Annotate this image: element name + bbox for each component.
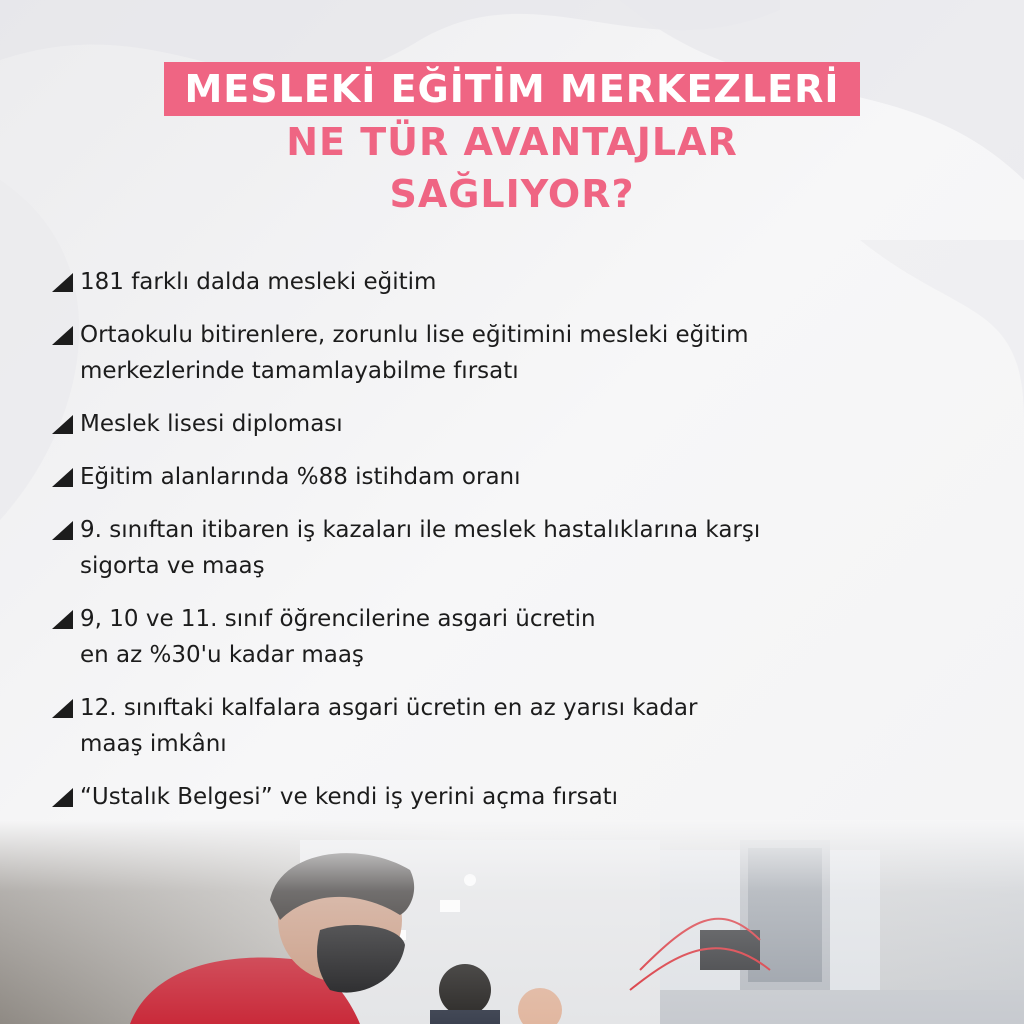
list-item-line-1: 12. sınıftaki kalfalara asgari ücretin en az yarısı kadar xyxy=(80,695,698,721)
list-item-line-1: Ortaokulu bitirenlere, zorunlu lise eğitimini mesleki eğitim xyxy=(80,322,749,348)
workshop-photo xyxy=(0,820,1024,1024)
list-item xyxy=(52,317,952,389)
triangle-bullet-icon xyxy=(52,521,73,540)
list-item xyxy=(52,406,952,442)
title-line-3: SAĞLIYOR? xyxy=(389,172,635,216)
list-item-line-1: 181 farklı dalda mesleki eğitim xyxy=(80,269,437,295)
list-item xyxy=(52,512,952,584)
triangle-bullet-icon xyxy=(52,468,73,487)
list-item xyxy=(52,601,952,673)
triangle-bullet-icon xyxy=(52,610,73,629)
title-line-2: NE TÜR AVANTAJLAR xyxy=(286,120,738,164)
list-item-line-1: 9, 10 ve 11. sınıf öğrencilerine asgari ücretin xyxy=(80,606,596,632)
title-block xyxy=(0,62,1024,220)
triangle-bullet-icon xyxy=(52,699,73,718)
list-item xyxy=(52,459,952,495)
list-item-line-1: Eğitim alanlarında %88 istihdam oranı xyxy=(80,464,521,490)
triangle-bullet-icon xyxy=(52,273,73,292)
triangle-bullet-icon xyxy=(52,788,73,807)
list-item-line-1: 9. sınıftan itibaren iş kazaları ile meslek hastalıklarına karşı xyxy=(80,517,761,543)
benefits-list xyxy=(52,264,952,832)
triangle-bullet-icon xyxy=(52,326,73,345)
list-item-line-1: Meslek lisesi diploması xyxy=(80,411,343,437)
list-item-line-2: sigorta ve maaş xyxy=(80,553,265,579)
title-band: MESLEKİ EĞİTİM MERKEZLERİ xyxy=(164,62,859,116)
triangle-bullet-icon xyxy=(52,415,73,434)
list-item-line-1: “Ustalık Belgesi” ve kendi iş yerini açma fırsatı xyxy=(80,784,619,810)
list-item-line-2: en az %30'u kadar maaş xyxy=(80,642,364,668)
list-item xyxy=(52,264,952,300)
list-item-line-2: merkezlerinde tamamlayabilme fırsatı xyxy=(80,358,519,384)
list-item xyxy=(52,690,952,762)
list-item-line-2: maaş imkânı xyxy=(80,731,227,757)
list-item xyxy=(52,779,952,815)
